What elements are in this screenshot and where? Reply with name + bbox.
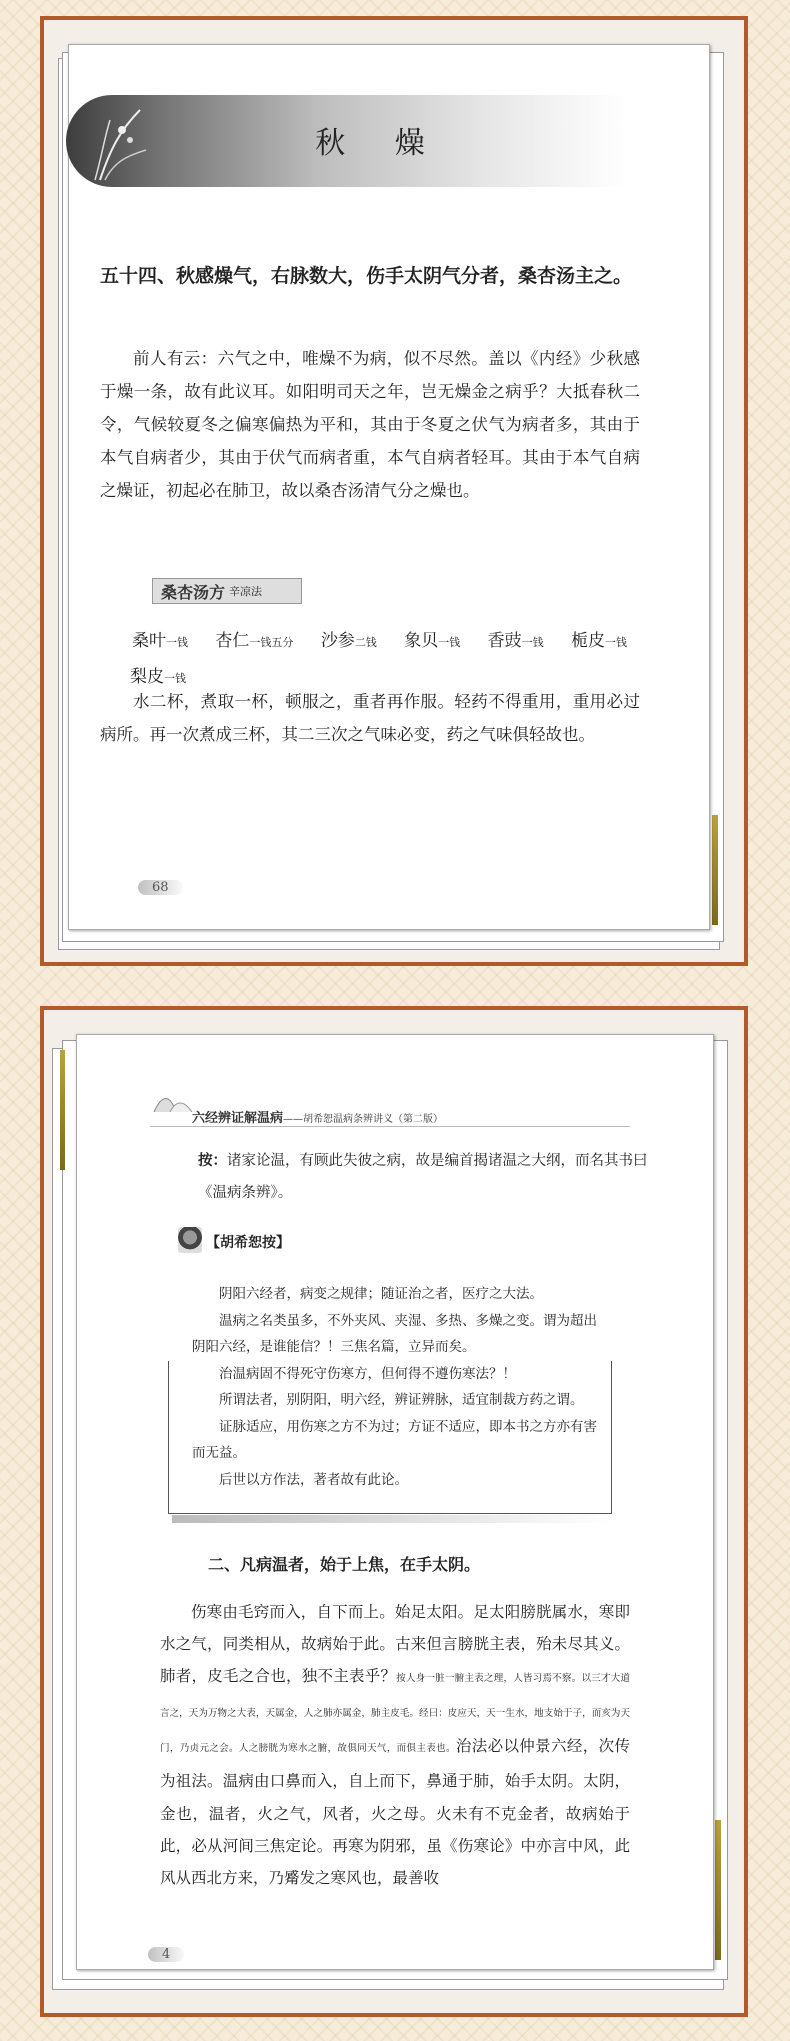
herb-item: 栀皮一钱 bbox=[571, 631, 628, 651]
commentary-frame-shadow bbox=[172, 1515, 612, 1523]
herb-item: 沙参二钱 bbox=[320, 631, 377, 651]
author-note: 按：诸家论温，有顾此失彼之病，故是编首揭诸温之大纲，而名其书曰《温病条辨》。 bbox=[198, 1152, 648, 1201]
chapter-title: 秋 燥 bbox=[315, 126, 445, 161]
commentary-line: 温病之名类虽多，不外夹风、夹湿、多热、多燥之变。谓为超出阴阳六经，是谁能信？！三焦名篇，立异而矣。 bbox=[192, 1312, 597, 1355]
preparation-paragraph: 水二杯，煮取一杯，顿服之，重者再作服。轻药不得重用，重用必过病所。再一次煮成三杯，其二三次之气味必变，药之气味俱轻故也。 bbox=[100, 692, 640, 744]
commentary-block bbox=[192, 1281, 608, 1493]
herb-item: 桑叶一钱 bbox=[132, 631, 188, 651]
commentary-line: 证脉适应，用伤寒之方不为过；方证不适应，即本书之方亦有害而无益。 bbox=[192, 1418, 597, 1461]
herb-item: 象贝一钱 bbox=[404, 631, 461, 651]
orchid-decoration-icon bbox=[80, 100, 150, 184]
commentary-line: 后世以方作法，著者故有此论。 bbox=[219, 1471, 408, 1488]
commentary-line: 阴阳六经者，病变之规律；随证治之者，医疗之大法。 bbox=[219, 1286, 543, 1302]
recipe-label-box bbox=[152, 578, 302, 604]
running-head: 六经辨证解温病——胡希恕温病条辨讲义（第二版） bbox=[192, 1111, 444, 1126]
running-head-rule bbox=[150, 1126, 630, 1127]
portrait-icon bbox=[178, 1227, 202, 1253]
book-edge-strip bbox=[60, 1050, 65, 1170]
page-number: 4 bbox=[148, 1947, 184, 1962]
recipe-method: 辛凉法 bbox=[229, 585, 263, 598]
commentary-label: 【胡希恕按】 bbox=[206, 1235, 290, 1251]
running-head-ornament-icon bbox=[152, 1090, 196, 1114]
book-edge-strip bbox=[712, 815, 718, 925]
commentary-paragraph: 前人有云：六气之中，唯燥不为病，似不尽然。盖以《内经》少秋感于燥一条，故有此议耳。如阳明司天之年，岂无燥金之病乎？大抵春秋二令，气候较夏冬之偏寒偏热为平和，其由于冬夏之伏气为病者多，其由于本气自病者少，其由于伏气而病者重，本气自病者轻耳。其由于本气自病之燥证，初起必在肺卫，故以桑杏汤清气分之燥也。 bbox=[100, 349, 640, 500]
page-number: 68 bbox=[138, 880, 183, 895]
recipe-name: 桑杏汤方 bbox=[161, 582, 226, 602]
book-edge-strip bbox=[715, 1820, 721, 1960]
herb-item: 香豉一钱 bbox=[487, 631, 544, 651]
body-paragraph: 伤寒由毛窍而入，自下而上。始足太阳。足太阳膀胱属水，寒即水之气，同类相从，故病始于此。古来但言膀胱主表，殆未尽其义。肺者，皮毛之合也，独不主表乎？按人身一脏一腑主表之理，人皆习焉不察。以三才大道言之，天为万物之大表，天属金，人之肺亦属金，肺主皮毛。经曰：皮应天，天一生水，地支始于子，而亥为天门，乃贞元之会。人之膀胱为寒水之腑，故俱同天气，而俱主表也。治法必以仲景六经，次传为祖法。温病由口鼻而入，自上而下，鼻通于肺，始手太阴。太阴，金也，温者，火之气，风者，火之母。火未有不克金者，故病始于此，必从河间三焦定论。再寒为阴邪，虽《伤寒论》中亦言中风，此风从西北方来，乃觱发之寒风也，最善收 bbox=[160, 1603, 630, 1888]
commentary-line: 所谓法者，别阴阳，明六经，辨证辨脉，适宜制裁方药之谓。 bbox=[219, 1392, 584, 1408]
herb-item: 杏仁一钱五分 bbox=[215, 631, 294, 651]
herb-item: 梨皮一钱 bbox=[130, 667, 186, 687]
section-heading: 二、凡病温者，始于上焦，在手太阴。 bbox=[208, 1555, 481, 1574]
inline-annotation: 按人身一脏一腑主表之理，人皆习焉不察。以三才大道言之，天为万物之大表，天属金，人之肺亦属金，肺主皮毛。经曰：皮应天，天一生水，地支始于子，而亥为天门，乃贞元之会。人之膀胱为寒水之腑，故俱同天气，而俱主表也。 bbox=[160, 1673, 630, 1755]
clause-heading: 五十四、秋感燥气，右脉数大，伤手太阴气分者，桑杏汤主之。 bbox=[100, 265, 633, 287]
commentary-line: 治温病固不得死守伤寒方，但何得不遵伤寒法？！ bbox=[219, 1365, 516, 1382]
